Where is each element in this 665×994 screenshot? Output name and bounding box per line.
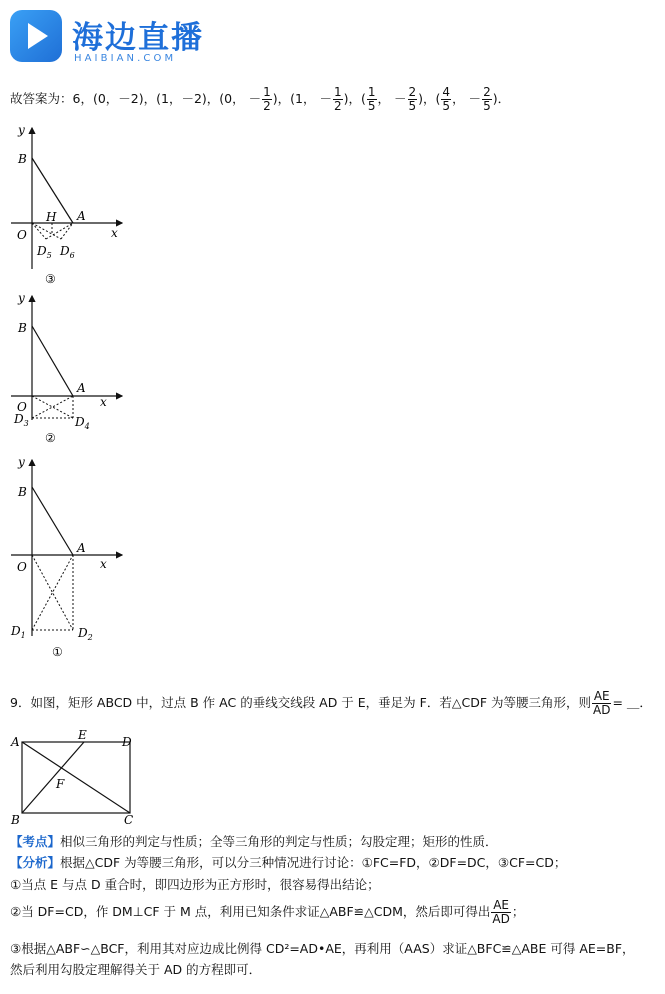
case-2-end: ； [511,904,525,919]
answer-prefix: 故答案为：6，(0，－2)，(1，－2)，(0， [10,91,245,106]
figure-label: ① [52,645,63,659]
fenxi-text: 根据△CDF 为等腰三角形，可以分三种情况进行讨论：①FC=FD，②DF=DC，③CF=CD； [60,855,567,870]
diagonal-ac [22,742,130,813]
segment-ab [32,326,73,396]
case-1: ①当点 E 与点 D 重合时，即四边形为正方形时，很容易得出结论； [10,877,380,892]
label-y: y [18,455,25,469]
label-b: B [11,813,20,827]
fraction: $\frac{1}{5}$ [367,85,376,113]
question-text: 9．如图，矩形 ABCD 中，过点 B 作 AC 的垂线交线段 AD 于 E，垂足为 F．若△CDF 为等腰三角形，则 [10,695,591,710]
label-a: A [77,381,86,395]
label-d6: $D_6$ [60,244,75,260]
fraction: $\frac{AE}{AD}$ [492,898,510,926]
figure-label: ② [45,431,56,445]
question-9 [10,690,652,717]
label-x: x [100,557,107,571]
rectangle-figure [8,730,143,830]
fenxi-tag: 【分析】 [10,855,61,870]
figure-2 [8,290,133,450]
case-2-text: ②当 DF=CD，作 DM⊥CF 于 M 点，利用已知条件求证△ABF≌△CDM，然后即可得出 [10,904,491,919]
label-x: x [111,226,118,240]
logo-icon [10,10,62,62]
label-a: A [11,735,20,749]
kaodian-text: 相似三角形的判定与性质；全等三角形的判定与性质；勾股定理；矩形的性质． [60,834,498,849]
case-3-line-b: 然后利用勾股定理解得关于 AD 的方程即可． [10,962,262,977]
label-o: O [17,228,27,242]
segment-ab [32,487,73,555]
figure-3 [8,122,133,287]
play-icon [10,10,62,62]
fraction: $\frac{2}{5}$ [483,85,491,113]
label-e: E [78,730,87,742]
label-b: B [18,152,27,166]
answer-line: 故答案为：6，(0，－2)，(1，－2)，(0， － $\frac{1}{2}$ )，(1， － $\frac{1}{2}$ )，( $\frac{1}{5}$ ， － $\frac{2}{5}$ )，( $\frac{4}{5}$ ， － $\frac{2}{5}$ )． [10,85,511,113]
fraction: $\frac{1}{2}$ [263,85,271,113]
label-b: B [18,321,27,335]
segment-be [22,742,84,813]
label-h: H [46,210,57,224]
kaodian-tag: 【考点】 [10,834,61,849]
fraction: $\frac{1}{2}$ [333,85,342,113]
label-c: C [124,813,134,827]
label-d5: $D_5$ [37,244,52,260]
label-a: A [77,209,86,223]
fraction: $\frac{4}{5}$ [442,85,451,113]
fraction: $\frac{2}{5}$ [408,85,417,113]
fenxi-line [10,853,566,871]
label-f: F [56,777,65,791]
label-o: O [17,560,27,574]
sign: － [319,91,332,106]
logo-title: 海边直播 [72,20,204,56]
label-b: B [18,485,27,499]
label-y: y [18,123,25,137]
sign: － [394,91,407,106]
answer-text: )，( [418,91,441,106]
label-y: y [18,291,25,305]
answer-text: )，( [343,91,366,106]
answer-text: )． [492,91,511,106]
label-d1: $D_1$ [11,624,26,640]
figure-1 [8,454,133,662]
question-tail: = ＿． [612,695,652,710]
sign: － [468,91,482,106]
label-d4: $D_4$ [75,415,90,431]
label-d: D [122,735,132,749]
logo-subtitle: HAIBIAN.COM [74,53,177,64]
label-x: x [100,395,107,409]
kaodian-line [10,832,498,850]
label-d2: $D_2$ [78,626,93,642]
sign: － [248,91,262,106]
case-3-line-a: ③根据△ABF∽△BCF，利用其对应边成比例得 CD²=AD•AE，再利用（AAS）求证△BFC≌△ABE 可得 AE=BF， [10,941,635,956]
label-a: A [77,541,86,555]
case-2 [10,899,524,926]
fraction: $\frac{AE}{AD}$ [592,689,611,717]
label-d3: $D_3$ [14,412,29,428]
figure-label: ③ [45,272,56,286]
label-o: O [17,400,27,414]
answer-text: )，(1， [272,91,316,106]
